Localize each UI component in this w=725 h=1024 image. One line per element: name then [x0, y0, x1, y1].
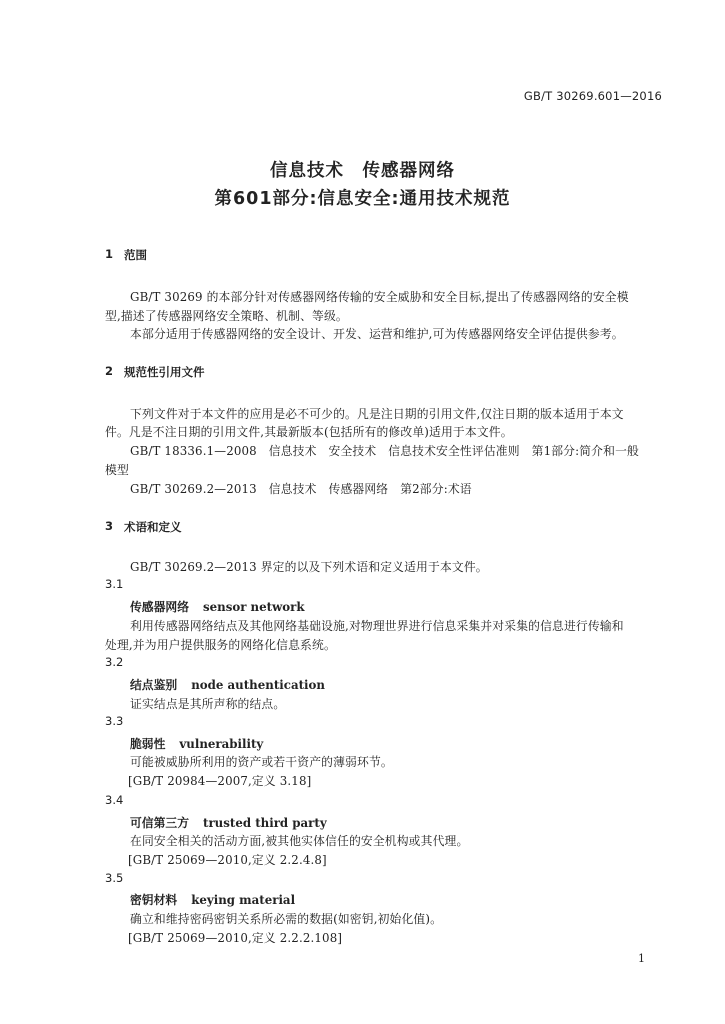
section-1-number: 1 [105, 247, 114, 261]
term-en: node authentication [191, 678, 325, 692]
term-heading [130, 598, 305, 615]
term-zh: 密钥材料 [130, 893, 178, 907]
section-1-title: 范围 [124, 248, 147, 262]
term-definition: 可能被威胁所利用的资产或若干资产的薄弱环节。 [130, 755, 393, 769]
section-3-intro: GB/T 30269.2—2013 界定的以及下列术语和定义适用于本文件。 [130, 560, 488, 574]
term-source-reference: [GB/T 25069—2010,定义 2.2.2.108] [128, 931, 343, 945]
term-number: 3.5 [105, 871, 124, 885]
section-2-paragraph-1-line-1: 下列文件对于本文件的应用是必不可少的。凡是注日期的引用文件,仅注日期的版本适用于本文 [130, 407, 624, 421]
term-en: sensor network [203, 600, 305, 614]
term-definition-line-2: 处理,并为用户提供服务的网络化信息系统。 [105, 638, 336, 652]
page-number: 1 [638, 952, 645, 965]
term-heading [130, 891, 295, 908]
term-en: trusted third party [203, 816, 327, 830]
term-source-reference: [GB/T 20984—2007,定义 3.18] [128, 774, 312, 788]
title-line-1: 信息技术 传感器网络 [270, 161, 455, 181]
section-2-reference-2: GB/T 30269.2—2013 信息技术 传感器网络 第2部分:术语 [130, 482, 472, 496]
term-number: 3.1 [105, 577, 124, 591]
term-source-reference: [GB/T 25069—2010,定义 2.2.4.8] [128, 853, 327, 867]
term-number: 3.3 [105, 714, 124, 728]
title-line-2: 第601部分:信息安全:通用技术规范 [214, 189, 511, 209]
section-2-reference-1-line-1: GB/T 18336.1—2008 信息技术 安全技术 信息技术安全性评估准则 第1部分:简介和一般 [130, 444, 639, 458]
section-2-reference-1-line-2: 模型 [105, 463, 129, 477]
term-number: 3.2 [105, 655, 124, 669]
term-definition-line-1: 利用传感器网络结点及其他网络基础设施,对物理世界进行信息采集并对采集的信息进行传输和 [130, 619, 624, 633]
section-1-paragraph-1-line-2: 型,描述了传感器网络安全策略、机制、等级。 [105, 309, 348, 323]
term-zh: 结点鉴别 [130, 678, 178, 692]
term-zh: 可信第三方 [130, 816, 189, 830]
section-1-paragraph-1-line-1: GB/T 30269 的本部分针对传感器网络传输的安全威胁和安全目标,提出了传感器网络的安全模 [130, 290, 629, 304]
term-heading [130, 814, 327, 831]
term-en: keying material [191, 893, 296, 907]
term-definition: 在同安全相关的活动方面,被其他实体信任的安全机构或其代理。 [130, 834, 469, 848]
term-heading [130, 735, 263, 752]
term-definition: 确立和维持密码密钥关系所必需的数据(如密钥,初始化值)。 [130, 912, 443, 926]
section-2-paragraph-1-line-2: 件。凡是不注日期的引用文件,其最新版本(包括所有的修改单)适用于本文件。 [105, 425, 513, 439]
section-3-title: 术语和定义 [124, 520, 182, 534]
section-2-title: 规范性引用文件 [124, 365, 205, 379]
standard-code: GB/T 30269.601—2016 [523, 89, 662, 103]
section-1-paragraph-2: 本部分适用于传感器网络的安全设计、开发、运营和维护,可为传感器网络安全评估提供参考。 [130, 327, 624, 341]
term-heading [130, 676, 325, 693]
term-definition: 证实结点是其所声称的结点。 [130, 697, 286, 711]
section-2-number: 2 [105, 364, 114, 378]
term-zh: 传感器网络 [130, 600, 189, 614]
term-en: vulnerability [179, 737, 264, 751]
section-3-number: 3 [105, 519, 114, 533]
term-zh: 脆弱性 [130, 737, 166, 751]
term-number: 3.4 [105, 793, 124, 807]
